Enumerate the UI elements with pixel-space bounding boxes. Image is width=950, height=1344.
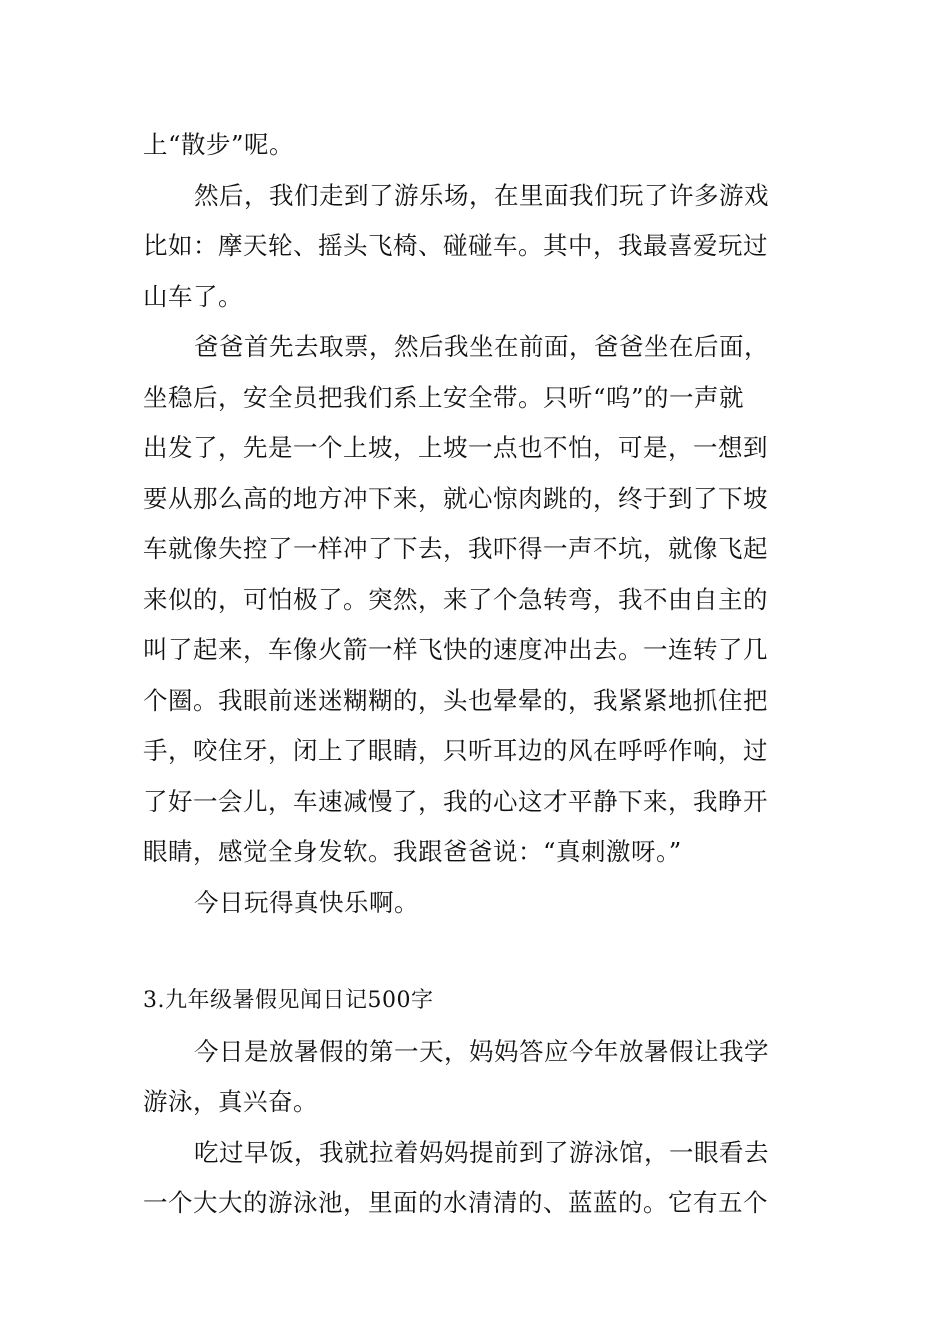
document-page [143, 120, 811, 1229]
text-line: 然后，我们走到了游乐场，在里面我们玩了许多游戏 [194, 180, 769, 210]
text-line: 车就像失控了一样冲了下去，我吓得一声不坑，就像飞起 [143, 534, 768, 563]
text-line: 手，咬住牙，闭上了眼睛，只听耳边的风在呼呼作响，过 [143, 736, 768, 765]
text-line: 个圈。我眼前迷迷糊糊的，头也晕晕的，我紧紧地抓住把 [143, 685, 768, 715]
text-line: 眼睛，感觉全身发软。我跟爸爸说：“真刺激呀。” [143, 837, 682, 866]
text-line: 爸爸首先去取票，然后我坐在前面，爸爸坐在后面， [194, 332, 769, 361]
text-line: 今日玩得真快乐啊。 [194, 887, 419, 917]
text-line: 坐稳后，安全员把我们系上安全带。只听“呜”的一声就 [143, 382, 745, 412]
text-line: 比如：摩天轮、摇头飞椅、碰碰车。其中，我最喜爱玩过 [143, 231, 768, 260]
text-line: 吃过早饭，我就拉着妈妈提前到了游泳馆，一眼看去 [194, 1137, 769, 1167]
text-line: 了好一会儿，车速减慢了，我的心这才平静下来，我睁开 [143, 786, 768, 816]
text-line: 上“散步”呢。 [143, 130, 295, 159]
text-line: 要从那么高的地方冲下来，就心惊肉跳的，终于到了下坡 [143, 483, 768, 513]
section-heading: 3.九年级暑假见闻日记500字 [143, 988, 434, 1013]
paragraph [143, 1128, 811, 1229]
text-line: 山车了。 [143, 281, 243, 311]
text-line: 来似的，可怕极了。突然，来了个急转弯，我不由自主的 [143, 584, 768, 614]
paragraph [143, 1027, 811, 1128]
text-line: 今日是放暑假的第一天，妈妈答应今年放暑假让我学 [194, 1036, 769, 1066]
text-line: 出发了，先是一个上坡，上坡一点也不怕，可是，一想到 [143, 433, 768, 462]
text-line: 游泳，真兴奋。 [143, 1087, 318, 1116]
paragraph [143, 878, 811, 929]
text-line: 叫了起来，车像火箭一样飞快的速度冲出去。一连转了几 [143, 635, 768, 664]
paragraph [143, 322, 811, 878]
text-line: 一个大大的游泳池，里面的水清清的、蓝蓝的。它有五个 [143, 1188, 768, 1217]
paragraph [143, 171, 811, 323]
paragraph [143, 120, 811, 171]
